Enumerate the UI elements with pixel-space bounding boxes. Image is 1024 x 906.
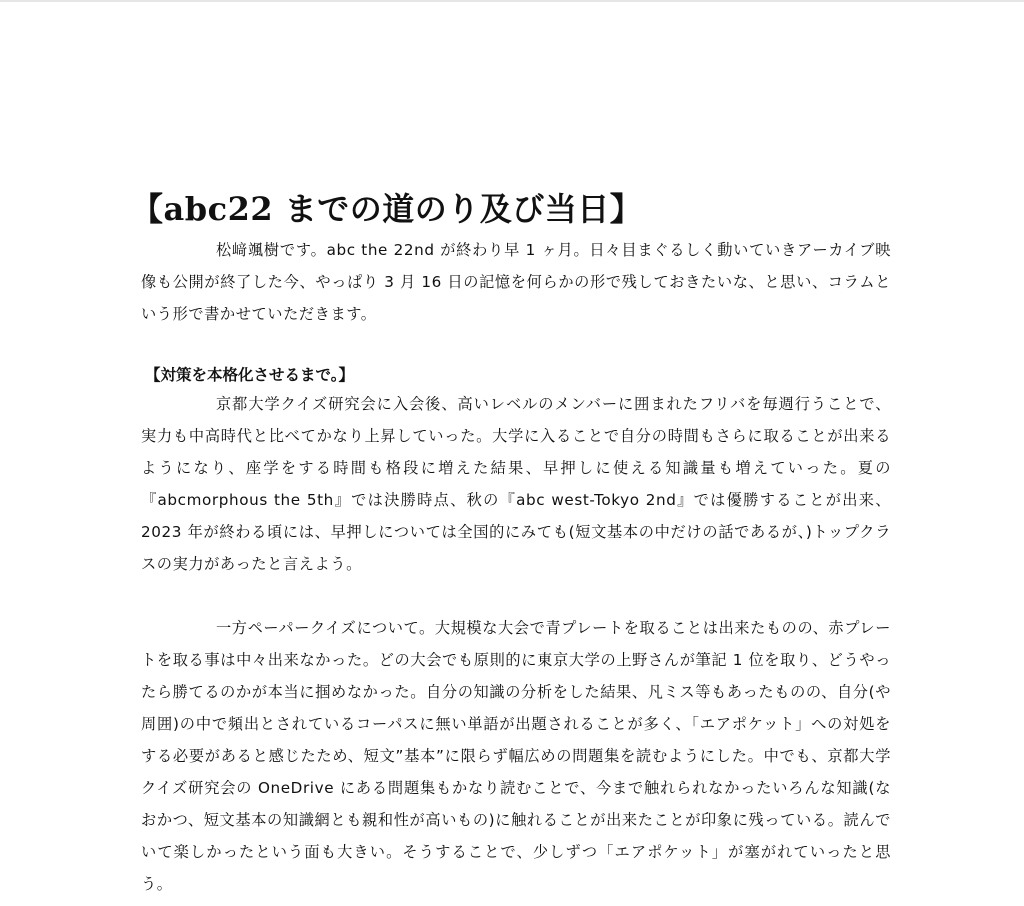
document-title: 【abc22 までの道のり及び当日】 [131,190,643,228]
section-heading: 【対策を本格化させるまで。】 [145,366,354,384]
page-top-border [0,0,1024,2]
section-paragraph-1: 京都大学クイズ研究会に入会後、高いレベルのメンバーに囲まれたフリバを毎週行うことで、実力も中高時代と比べてかなり上昇していった。大学に入ることで自分の時間もさらに取ることが出来るようになり、座学をする時間も格段に増えた結果、早押しに使える知識量も増えていった。夏の『abcmorphous the 5th』では決勝時点、秋の『abc west-Tokyo 2nd』では優勝することが出来、2023 年が終わる頃には、早押しについては全国的にみても(短文基本の中だけの話であるが、)トップクラスの実力があったと言えよう。 [141,395,891,573]
section-paragraph-2: 一方ペーパークイズについて。大規模な大会で青プレートを取ることは出来たものの、赤プレートを取る事は中々出来なかった。どの大会でも原則的に東京大学の上野さんが筆記 1 位を取り、どうやったら勝てるのかが本当に掴めなかった。自分の知識の分析をした結果、凡ミス等もあったものの、自分(や周囲)の中で頻出とされているコーパスに無い単語が出題されることが多く、「エアポケット」への対処をする必要があると感じたため、短文”基本”に限らず幅広めの問題集を読むようにした。中でも、京都大学クイズ研究会の OneDrive にある問題集もかなり読むことで、今まで触れられなかったいろんな知識(なおかつ、短文基本の知識網とも親和性が高いもの)に触れることが出来たことが印象に残っている。読んでいて楽しかったという面も大きい。そうすることで、少しずつ「エアポケット」が塞がれていったと思う。 [141,619,891,893]
document-page [131,186,891,900]
intro-paragraph: 松﨑颯樹です。abc the 22nd が終わり早 1 ヶ月。日々目まぐるしく動いていきアーカイブ映像も公開が終了した今、やっぱり 3 月 16 日の記憶を何らかの形で残しておきたいな、と思い、コラムという形で書かせていただきます。 [141,241,891,323]
paragraph-gap [141,580,891,612]
